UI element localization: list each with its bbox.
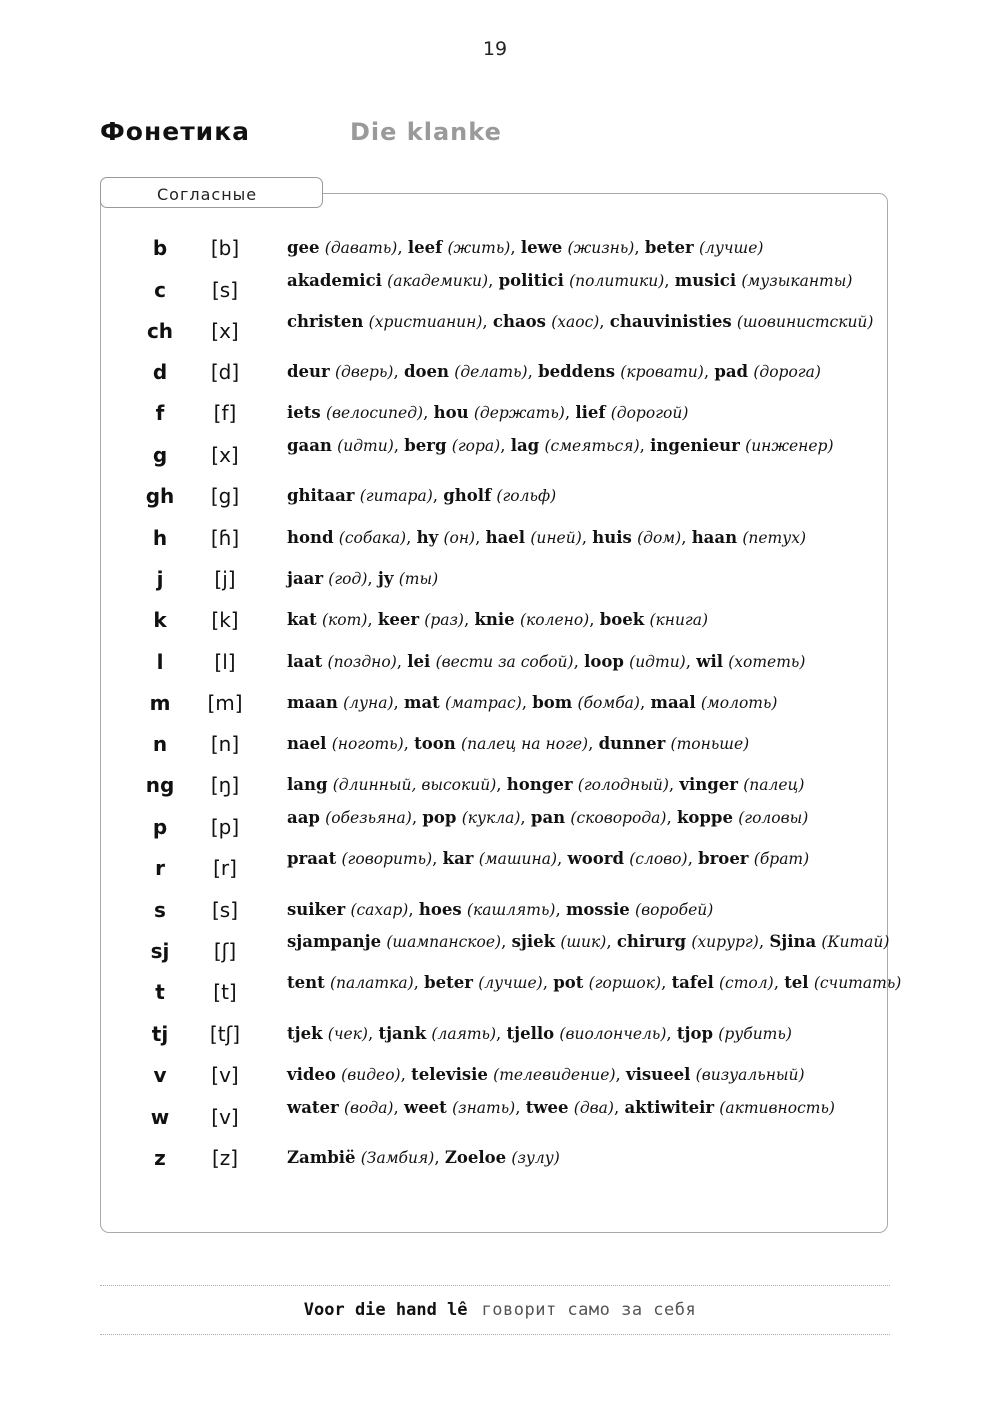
example-translation: (палатка) [330,974,414,992]
example-word: beddens [538,362,616,381]
example-word: sjiek [511,932,556,951]
consonant-row [0,436,1000,470]
example-word: Zambië [287,1148,356,1167]
example-word: twee [525,1098,569,1117]
example-translation: (знать) [452,1099,516,1117]
example-words: jaar (год), jy (ты) [287,569,439,588]
example-translation: (идти) [629,653,686,671]
consonant-letter: b [152,236,168,260]
example-word: woord [567,849,624,868]
example-translation: (поздно) [327,653,397,671]
example-translation: (брат) [753,850,810,868]
example-word: jaar [287,569,324,588]
example-word: lewe [520,238,563,257]
example-word: chauvinisties [609,312,732,331]
example-word: sjampanje [287,932,382,951]
example-translation: (идти) [337,437,394,455]
example-word: tjello [506,1024,555,1043]
example-word: tent [287,973,325,992]
consonant-letter: v [153,1063,167,1087]
example-word: tjek [287,1024,323,1043]
example-word: wil [696,652,723,671]
example-word: iets [287,403,321,422]
example-words: video (видео), televisie (телевидение), visueel (визуальный) [287,1065,805,1084]
consonant-row [0,849,1000,883]
example-word: lief [575,403,606,422]
consonant-ipa: [s] [211,278,239,302]
example-word: doen [403,362,450,381]
consonant-row [0,357,1000,387]
example-translation: (давать) [324,239,398,257]
example-word: ghitaar [287,486,355,505]
consonant-ipa: [j] [214,567,236,591]
consonant-ipa: [tʃ] [209,1022,241,1046]
example-translation: (дорогой) [610,404,689,422]
example-translation: (книга) [649,611,709,629]
example-word: gee [287,238,320,257]
example-translation: (кот) [322,611,368,629]
example-word: keer [377,610,420,629]
consonant-ipa: [n] [210,732,240,756]
example-translation: (кровати) [620,363,704,381]
consonant-ipa: [v] [211,1105,239,1129]
example-translation: (христианин) [368,313,483,331]
example-word: Sjina [769,932,817,951]
example-translation: (лучше) [698,239,764,257]
consonant-letter: t [155,980,165,1004]
example-words: suiker (сахар), hoes (кашлять), mossie (воробей) [287,900,714,919]
example-word: televisie [411,1065,488,1084]
example-word: weet [403,1098,447,1117]
consonant-row [0,895,1000,925]
example-translation: (шовинистский) [736,313,874,331]
page-number: 19 [482,38,508,60]
example-translation: (сковорода) [570,809,667,827]
consonant-letter: l [156,650,164,674]
consonant-letter: gh [145,484,175,508]
consonant-letter: c [154,278,166,302]
example-word: tjop [676,1024,714,1043]
example-words: Zambië (Замбия), Zoeloe (зулу) [287,1148,560,1167]
example-word: maan [287,693,338,712]
section-tab-consonants: Согласные [100,177,323,208]
example-word: lag [510,436,540,455]
example-word: hael [485,528,526,547]
consonant-ipa: [l] [214,650,236,674]
example-word: suiker [287,900,346,919]
example-word: tafel [671,973,714,992]
example-word: chaos [492,312,546,331]
consonant-row [0,1098,1000,1132]
example-word: boek [599,610,645,629]
example-word: beter [644,238,694,257]
example-translation: (инженер) [745,437,834,455]
example-translation: (петух) [742,529,806,547]
example-words: lang (длинный, высокий), honger (голодный), vinger (палец) [287,775,805,794]
example-word: haan [691,528,738,547]
example-translation: (два) [573,1099,614,1117]
consonant-row [0,312,1000,346]
example-word: loop [584,652,624,671]
consonant-letter: z [154,1146,166,1170]
example-word: koppe [676,808,733,827]
example-word: deur [287,362,330,381]
example-translation: (шампанское) [386,933,502,951]
consonant-row [0,729,1000,759]
consonant-ipa: [ŋ] [210,773,240,797]
example-word: kar [442,849,474,868]
consonant-row [0,271,1000,305]
example-translation: (хаос) [551,313,600,331]
example-translation: (дорога) [753,363,821,381]
example-word: chirurg [616,932,687,951]
example-translation: (Китай) [821,933,890,951]
example-word: dunner [598,734,666,753]
consonant-row [0,233,1000,263]
example-word: aktiwiteir [624,1098,715,1117]
example-translation: (велосипед) [325,404,424,422]
consonant-ipa: [ɦ] [210,526,240,550]
consonant-row [0,808,1000,842]
example-words: akademici (академики), politici (политики), musici (музыканты) [287,271,853,290]
consonant-letter: m [149,691,171,715]
consonant-letter: p [152,815,168,839]
consonant-row [0,564,1000,594]
example-word: leef [407,238,443,257]
example-words: gaan (идти), berg (гора), lag (смеяться), ingenieur (инженер) [287,436,834,455]
example-word: Zoeloe [444,1148,507,1167]
consonant-row [0,1019,1000,1049]
consonant-letter: k [153,608,167,632]
example-translation: (воробей) [635,901,714,919]
consonant-ipa: [t] [213,980,237,1004]
example-translation: (тоньше) [670,735,750,753]
example-word: tjank [378,1024,427,1043]
example-word: tel [784,973,809,992]
example-word: beter [424,973,473,992]
example-translation: (ноготь) [331,735,404,753]
page-title-russian: Фонетика [100,117,251,146]
consonant-ipa: [x] [211,443,239,467]
example-words: kat (кот), keer (раз), knie (колено), boek (книга) [287,610,709,629]
example-translation: (говорить) [341,850,433,868]
example-translation: (жить) [447,239,511,257]
example-translation: (иней) [530,529,582,547]
example-translation: (молоть) [700,694,778,712]
example-word: mossie [565,900,630,919]
example-word: pan [530,808,566,827]
example-translation: (обезьяна) [325,809,412,827]
example-translation: (Замбия) [360,1149,435,1167]
example-translation: (ты) [398,570,439,588]
example-translation: (дом) [637,529,682,547]
consonant-ipa: [m] [207,691,243,715]
example-word: ingenieur [650,436,740,455]
consonant-ipa: [d] [210,360,240,384]
example-translation: (зулу) [511,1149,560,1167]
example-word: gaan [287,436,332,455]
consonant-letter: tj [151,1022,169,1046]
example-translation: (делать) [454,363,528,381]
example-translation: (длинный, высокий) [332,776,497,794]
consonant-ipa: [f] [213,401,237,425]
consonant-row [0,973,1000,1007]
example-word: lei [407,652,431,671]
example-word: maal [650,693,696,712]
consonant-letter: h [152,526,168,550]
example-translation: (собака) [338,529,407,547]
consonant-row [0,481,1000,511]
example-word: praat [287,849,337,868]
example-translation: (лаять) [431,1025,497,1043]
example-translation: (раз) [424,611,464,629]
example-translation: (дверь) [334,363,394,381]
example-translation: (телевидение) [493,1066,616,1084]
example-word: gholf [443,486,492,505]
example-word: broer [698,849,749,868]
example-words: laat (поздно), lei (вести за собой), loop (идти), wil (хотеть) [287,652,806,671]
consonant-letter: f [155,401,165,425]
example-word: mat [404,693,440,712]
example-translation: (гора) [451,437,501,455]
example-word: huis [592,528,632,547]
consonant-letter: sj [150,939,170,963]
example-translation: (лучше) [478,974,543,992]
example-word: aap [287,808,320,827]
example-words: gee (давать), leef (жить), lewe (жизнь), beter (лучше) [287,238,764,257]
consonant-row [0,932,1000,966]
consonant-letter: s [154,898,166,922]
example-translation: (академики) [387,272,489,290]
example-word: akademici [287,271,382,290]
example-word: water [287,1098,339,1117]
example-words: deur (дверь), doen (делать), beddens (кровати), pad (дорога) [287,362,821,381]
example-word: kat [287,610,317,629]
example-words: hond (собака), hy (он), hael (иней), huis (дом), haan (петух) [287,528,806,547]
example-translation: (голодный) [577,776,669,794]
example-translation: (кашлять) [466,901,556,919]
footer-bottom-divider [100,1334,890,1335]
footer-idiom-afrikaans: Voor die hand lê [303,1300,468,1320]
consonant-row [0,647,1000,677]
example-translation: (матрас) [445,694,522,712]
example-translation: (стол) [719,974,774,992]
example-words: nael (ноготь), toon (палец на ноге), dunner (тоньше) [287,734,750,753]
consonant-ipa: [r] [213,856,237,880]
example-translation: (визуальный) [695,1066,805,1084]
consonant-letter: ng [145,773,175,797]
consonant-row [0,1060,1000,1090]
example-word: politici [498,271,564,290]
example-translation: (головы) [738,809,809,827]
example-translation: (вести за собой) [435,653,574,671]
example-translation: (политики) [569,272,665,290]
consonant-letter: r [155,856,165,880]
example-word: pop [422,808,457,827]
example-word: hoes [418,900,462,919]
example-translation: (хотеть) [728,653,806,671]
example-translation: (палец на ноге) [461,735,589,753]
consonant-ipa: [g] [210,484,240,508]
consonant-ipa: [p] [210,815,240,839]
example-words: ghitaar (гитара), gholf (гольф) [287,486,557,505]
consonant-letter: j [156,567,164,591]
consonant-row [0,1143,1000,1173]
example-translation: (горшок) [588,974,662,992]
example-word: christen [287,312,364,331]
example-word: vinger [679,775,738,794]
consonant-ipa: [s] [211,898,239,922]
example-translation: (гитара) [359,487,433,505]
consonant-row [0,688,1000,718]
example-word: pad [714,362,749,381]
consonant-letter: d [152,360,168,384]
example-word: jy [377,569,394,588]
example-translation: (шик) [560,933,607,951]
example-translation: (сахар) [350,901,409,919]
consonant-letter: ch [146,319,174,343]
example-translation: (колено) [519,611,590,629]
consonant-row [0,770,1000,800]
example-translation: (он) [443,529,476,547]
example-translation: (держать) [473,404,565,422]
example-word: toon [414,734,456,753]
example-words: aap (обезьяна), pop (кукла), pan (сковорода), koppe (головы) [287,808,809,827]
consonant-ipa: [z] [211,1146,239,1170]
example-word: hy [416,528,439,547]
example-word: lang [287,775,328,794]
consonant-letter: w [150,1105,170,1129]
example-translation: (смеяться) [544,437,640,455]
example-translation: (виолончель) [559,1025,667,1043]
example-words: tjek (чек), tjank (лаять), tjello (виолончель), tjop (рубить) [287,1024,792,1043]
example-translation: (гольф) [496,487,557,505]
example-words: maan (луна), mat (матрас), bom (бомба), maal (молоть) [287,693,778,712]
example-words: tent (палатка), beter (лучше), pot (горшок), tafel (стол), tel (считать) [287,973,902,992]
consonant-ipa: [ʃ] [213,939,237,963]
example-word: visueel [626,1065,691,1084]
example-word: hou [433,403,469,422]
example-word: pot [553,973,584,992]
consonant-row [0,605,1000,635]
example-translation: (палец) [743,776,805,794]
example-words: praat (говорить), kar (машина), woord (слово), broer (брат) [287,849,810,868]
example-translation: (считать) [813,974,902,992]
example-words: christen (христианин), chaos (хаос), chauvinisties (шовинистский) [287,312,874,331]
example-word: honger [506,775,573,794]
example-words: sjampanje (шампанское), sjiek (шик), chirurg (хирург), Sjina (Китай) [287,932,890,951]
consonant-ipa: [v] [211,1063,239,1087]
example-words: water (вода), weet (знать), twee (два), aktiwiteir (активность) [287,1098,835,1117]
consonant-row [0,523,1000,553]
example-word: hond [287,528,334,547]
example-translation: (видео) [341,1066,401,1084]
consonant-ipa: [k] [211,608,239,632]
example-word: knie [474,610,515,629]
consonant-letter: n [152,732,168,756]
example-word: nael [287,734,327,753]
example-translation: (год) [328,570,368,588]
example-translation: (музыканты) [741,272,853,290]
footer-idiom [0,1300,1000,1320]
example-translation: (кукла) [461,809,521,827]
consonant-ipa: [b] [210,236,240,260]
example-word: musici [674,271,737,290]
example-translation: (вода) [343,1099,394,1117]
consonant-letter: g [152,443,168,467]
example-word: laat [287,652,323,671]
example-words: iets (велосипед), hou (держать), lief (дорогой) [287,403,689,422]
consonant-ipa: [x] [211,319,239,343]
example-translation: (активность) [719,1099,835,1117]
example-translation: (бомба) [577,694,640,712]
example-translation: (слово) [629,850,688,868]
example-word: bom [532,693,573,712]
footer-idiom-russian: говорит само за себя [481,1300,697,1320]
example-translation: (машина) [478,850,558,868]
example-translation: (жизнь) [567,239,635,257]
example-translation: (луна) [343,694,394,712]
example-translation: (чек) [327,1025,368,1043]
footer-top-divider [100,1285,890,1286]
consonant-row [0,398,1000,428]
example-word: video [287,1065,336,1084]
example-translation: (хирург) [691,933,759,951]
example-word: berg [404,436,447,455]
example-translation: (рубить) [718,1025,792,1043]
page-title-afrikaans: Die klanke [350,118,502,146]
